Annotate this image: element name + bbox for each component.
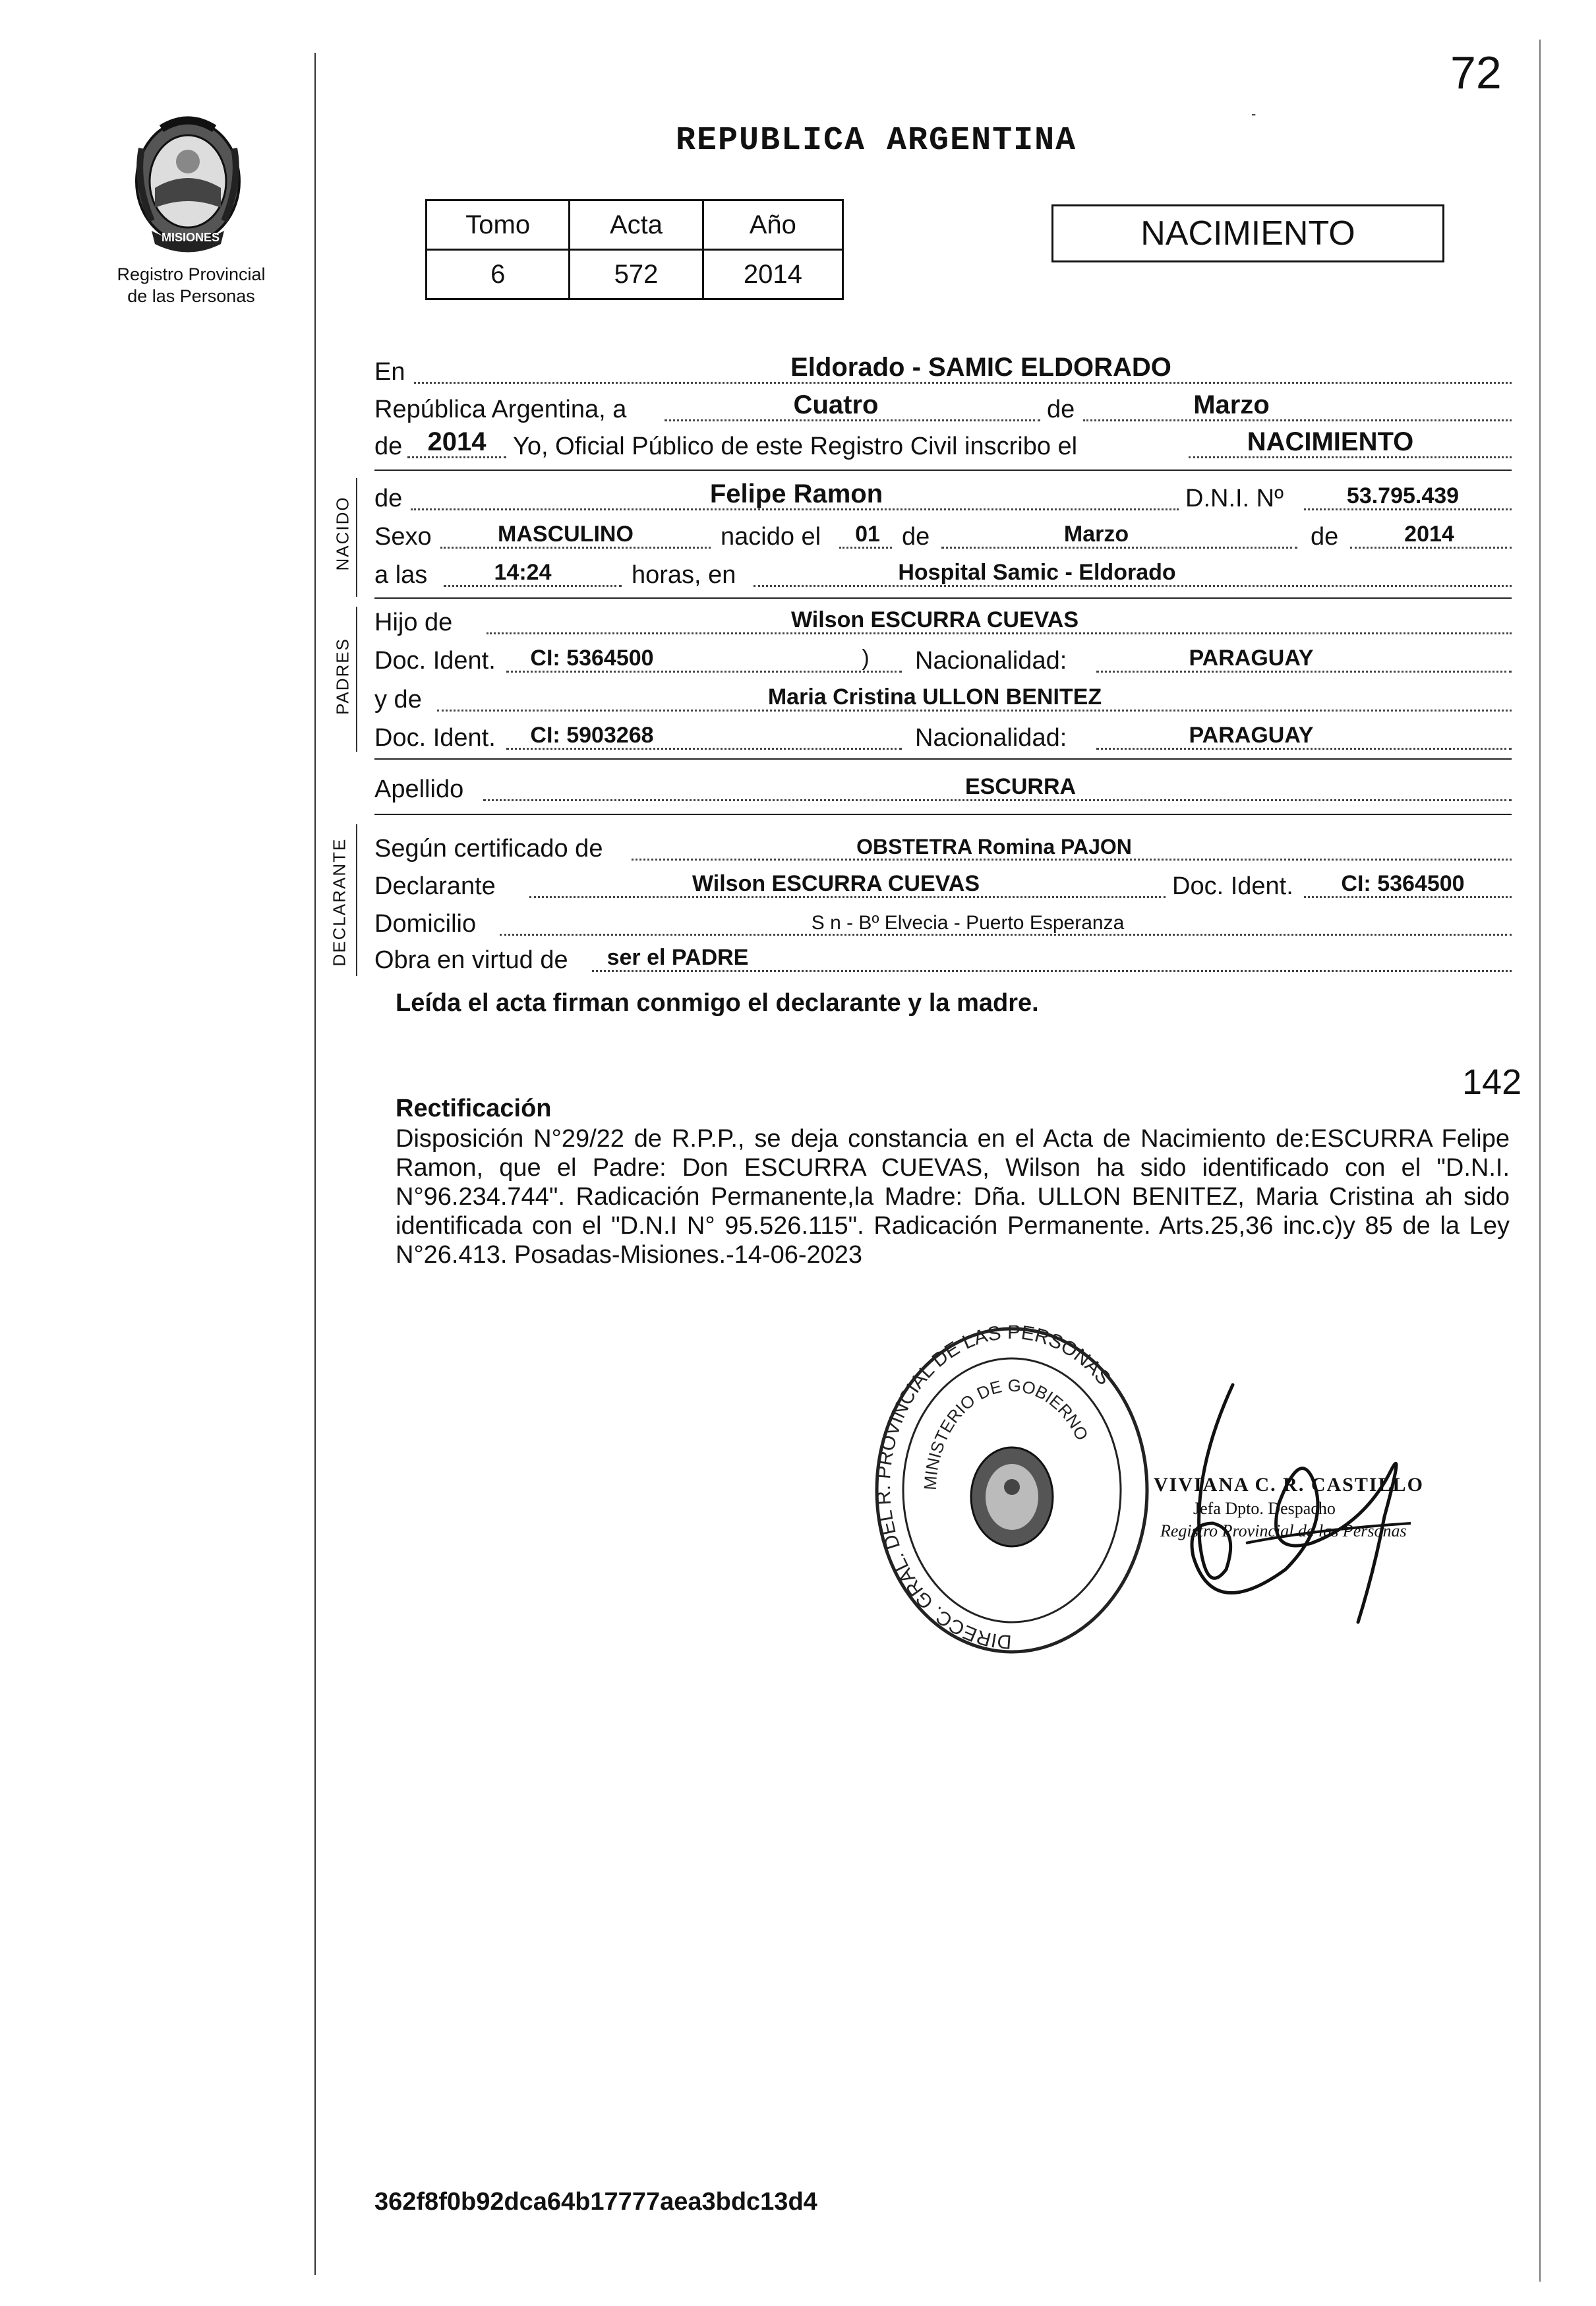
rectification-title: Rectificación xyxy=(396,1095,552,1122)
book-value-anio: 2014 xyxy=(703,250,842,299)
nacido-rule xyxy=(356,478,357,597)
value-madre: Maria Cristina ULLON BENITEZ xyxy=(767,684,1102,710)
value-madre-doc: CI: 5903268 xyxy=(530,723,654,748)
act-type-box: NACIMIENTO xyxy=(1051,204,1444,262)
closing-statement: Leída el acta firman conmigo el declarante y la madre. xyxy=(396,989,1039,1017)
document-hash: 362f8f0b92dca64b17777aea3bdc13d4 xyxy=(374,2188,817,2216)
label-nacido-el: nacido el xyxy=(721,523,821,551)
book-table-header-row xyxy=(427,200,843,250)
handwritten-signature xyxy=(1114,1372,1483,1655)
page-number: 72 xyxy=(1450,47,1502,98)
dots xyxy=(1083,419,1512,421)
book-value-tomo: 6 xyxy=(427,250,570,299)
label-doc-ident-declarante: Doc. Ident. xyxy=(1172,872,1293,900)
label-domicilio: Domicilio xyxy=(374,910,477,938)
signer-role: Jefa Dpto. Despacho xyxy=(1193,1499,1336,1518)
book-header-acta: Acta xyxy=(570,200,703,250)
label-doc-ident-padre: Doc. Ident. xyxy=(374,647,496,675)
row-obra xyxy=(374,938,1515,977)
row-lugar xyxy=(374,349,1515,389)
value-certificado: OBSTETRA Romina PAJON xyxy=(856,835,1132,859)
value-lugar: Eldorado - SAMIC ELDORADO xyxy=(790,353,1171,382)
row-fecha xyxy=(374,387,1515,427)
row-domicilio xyxy=(374,901,1515,941)
label-obra: Obra en virtud de xyxy=(374,946,568,974)
label-dni: D.N.I. Nº xyxy=(1185,485,1284,512)
label-de2: de xyxy=(902,523,930,551)
label-nombre-de: de xyxy=(374,485,403,512)
value-anio: 2014 xyxy=(427,427,487,456)
book-table xyxy=(425,199,844,300)
value-hora: 14:24 xyxy=(494,560,552,585)
row-sexo xyxy=(374,514,1515,554)
declarante-rule xyxy=(356,824,357,976)
label-doc-ident-madre: Doc. Ident. xyxy=(374,724,496,752)
country-title: REPUBLICA ARGENTINA xyxy=(676,122,1077,160)
value-padre: Wilson ESCURRA CUEVAS xyxy=(790,607,1079,632)
label-de3: de xyxy=(1311,523,1339,551)
value-padre-doc-mark: ) xyxy=(862,646,870,671)
official-stamp xyxy=(870,1325,1154,1668)
label-hijo-de: Hijo de xyxy=(374,609,453,636)
book-value-acta: 572 xyxy=(570,250,703,299)
label-apellido: Apellido xyxy=(374,775,464,803)
value-mes-nac: Marzo xyxy=(1063,522,1129,547)
value-anio-nac: 2014 xyxy=(1404,522,1454,547)
row-anio-inscribo xyxy=(374,424,1515,464)
value-declarante-doc: CI: 5364500 xyxy=(1341,871,1465,896)
value-padre-doc: CI: 5364500 xyxy=(530,646,654,671)
side-label-nacido: NACIDO xyxy=(332,496,353,571)
right-margin-rule xyxy=(1539,40,1541,2282)
label-nacionalidad-padre: Nacionalidad: xyxy=(915,647,1067,675)
value-dia-nac: 01 xyxy=(855,522,880,547)
rectification-body: Disposición N°29/22 de R.P.P., se deja constancia en el Acta de Nacimiento de:ESCURRA Felipe Ramon, que el Padre: Don ESCURRA CUEVAS, Wilson ha sido identificado con el "D.N.I. N°96.234.744". Radicación Permanente,la Madre: Dña. ULLON BENITEZ, Maria Cristina ah sido identificada con el "D.N.I N° 95.526.115". Radicación Permanente. Arts.25,36 inc.c)y 85 de la Ley N°26.413. Posadas-Misiones.-14-06-2023 xyxy=(396,1125,1510,1269)
label-yo: Yo, Oficial Público de este Registro Civil inscribo el xyxy=(513,433,1078,460)
row-madre xyxy=(374,677,1515,717)
section-divider xyxy=(374,597,1512,599)
side-label-padres: PADRES xyxy=(332,638,353,715)
registry-caption-line1: Registro Provincial xyxy=(117,264,266,284)
label-nacionalidad-madre: Nacionalidad: xyxy=(915,724,1067,752)
label-horas-en: horas, en xyxy=(632,561,736,589)
row-nombre xyxy=(374,476,1515,516)
stamp-inner-text: MINISTERIO DE GOBIERNO xyxy=(920,1375,1092,1491)
section-divider xyxy=(374,758,1512,760)
book-header-anio: Año xyxy=(703,200,842,250)
label-y-de: y de xyxy=(374,686,422,713)
value-mes-texto: Marzo xyxy=(1193,390,1270,419)
row-padre xyxy=(374,600,1515,640)
side-label-declarante: DECLARANTE xyxy=(329,837,349,967)
logo-text: MISIONES xyxy=(162,231,220,244)
label-en: En xyxy=(374,358,405,386)
small-tick: - xyxy=(1251,106,1256,122)
book-table-value-row xyxy=(427,250,843,299)
row-certificado xyxy=(374,826,1515,866)
value-nombre: Felipe Ramon xyxy=(709,479,883,508)
padres-rule xyxy=(356,607,357,752)
registry-caption-line2: de las Personas xyxy=(127,286,255,306)
section-divider xyxy=(374,814,1512,815)
value-declarante: Wilson ESCURRA CUEVAS xyxy=(692,871,980,896)
row-padre-doc xyxy=(374,638,1515,678)
label-sexo: Sexo xyxy=(374,523,432,551)
value-dia-texto: Cuatro xyxy=(793,390,879,419)
section-divider xyxy=(374,470,1512,471)
rectification-number: 142 xyxy=(1462,1062,1522,1102)
label-de: de xyxy=(1047,396,1075,423)
row-apellido xyxy=(374,767,1515,806)
value-apellido: ESCURRA xyxy=(964,774,1077,799)
value-sexo: MASCULINO xyxy=(498,522,634,547)
book-header-tomo: Tomo xyxy=(427,200,570,250)
row-hora xyxy=(374,553,1515,592)
label-declarante: Declarante xyxy=(374,872,496,900)
label-republica: República Argentina, a xyxy=(374,396,627,423)
registry-caption xyxy=(86,264,297,307)
province-logo xyxy=(115,109,260,260)
value-tipo: NACIMIENTO xyxy=(1247,427,1414,456)
value-madre-nac: PARAGUAY xyxy=(1189,723,1314,748)
signer-office: Registro Provincial de las Personas xyxy=(1160,1521,1407,1540)
label-de-year: de xyxy=(374,433,403,460)
label-a-las: a las xyxy=(374,561,428,589)
value-padre-nac: PARAGUAY xyxy=(1189,646,1314,671)
left-margin-rule xyxy=(314,53,316,2275)
stamp-ring-text: DIRECC. GRAL. DEL R. PROVINCIAL DE LAS PERSONAS xyxy=(872,1325,1115,1653)
value-obra: ser el PADRE xyxy=(606,945,749,970)
value-dni: 53.795.439 xyxy=(1346,483,1460,508)
signer-name: VIVIANA C. R. CASTILLO xyxy=(1154,1474,1424,1496)
label-segun: Según certificado de xyxy=(374,835,603,863)
row-madre-doc xyxy=(374,715,1515,755)
row-declarante xyxy=(374,864,1515,903)
value-lugar-nac: Hospital Samic - Eldorado xyxy=(898,560,1176,585)
value-domicilio: S n - Bº Elvecia - Puerto Esperanza xyxy=(811,912,1125,934)
